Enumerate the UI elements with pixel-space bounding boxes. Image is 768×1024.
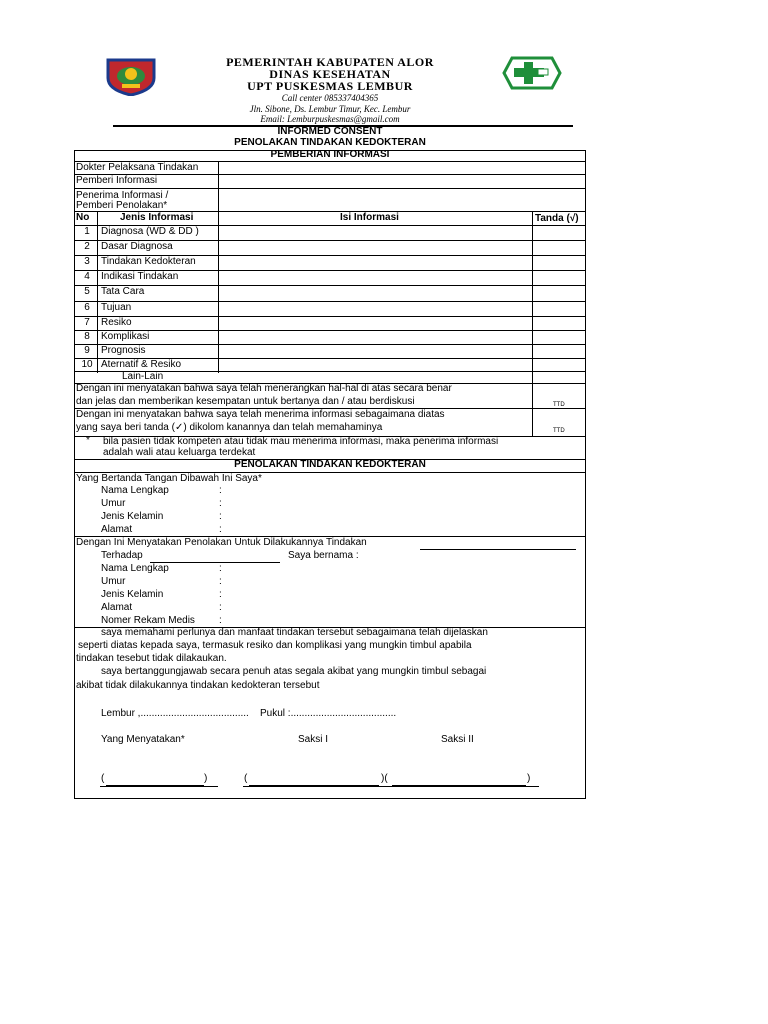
para-4: saya bertanggungjawab secara penuh atas segala akibat yang mungkin timbul sebagai [101,666,487,677]
kabupaten-logo [102,56,160,96]
stmt2-b: yang saya beri tanda (✓) dikolom kanannya dan telah memahaminya [76,422,383,433]
tindakan-blank[interactable] [420,549,576,550]
field-colon[interactable]: : [219,563,222,574]
sig1-close: ) [204,773,208,784]
field-label: Alamat [101,524,133,535]
puskesmas-logo [502,56,562,90]
row-number: 1 [84,226,90,237]
rule [74,188,586,189]
row-rule [74,285,586,286]
label-saya-bernama: Saya bernama : [288,550,359,561]
table-bottom-border [74,798,586,799]
row-number: 2 [84,241,90,252]
label-yang-menyatakan: Yang Menyatakan* [101,734,185,745]
col-jenis: Jenis Informasi [120,212,194,223]
terhadap-blank[interactable] [150,562,280,563]
stmt1-b: dan jelas dan memberikan kesempatan untuk bertanya dan / atau berdiskusi [76,396,415,407]
row-label: Aternatif & Resiko [101,359,182,370]
row-number: 6 [84,302,90,313]
table-right-border [585,150,586,798]
note-star: * [86,435,90,446]
sig2-open: ( [244,773,248,784]
lembur-date[interactable]: Lembur ,....................................... [101,708,249,719]
label-lain-lain: Lain-Lain [122,371,164,382]
section-penolakan: PENOLAKAN TINDAKAN KEDOKTERAN [234,459,426,470]
row-label: Diagnosa (WD & DD ) [101,226,199,237]
para-3: tindakan tesebut tidak dilakaukan. [76,653,227,664]
row-label: Tindakan Kedokteran [101,256,196,267]
col-tanda: Tanda (√) [535,213,579,224]
para-2: seperti diatas kepada saya, termasuk resiko dan komplikasi yang mungkin timbul apabila [78,640,472,651]
field-colon[interactable]: : [219,589,222,600]
title-penolakan: PENOLAKAN TINDAKAN KEDOKTERAN [234,137,426,148]
row-label: Tata Cara [101,286,145,297]
field-colon[interactable]: : [219,524,222,535]
field-colon[interactable]: : [219,576,222,587]
row-label: Komplikasi [101,331,150,342]
field-colon[interactable]: : [219,615,222,626]
row-number: 5 [84,286,90,297]
row-number: 4 [84,271,90,282]
label-terhadap: Terhadap [101,550,143,561]
pukul-time[interactable]: Pukul :...................................... [260,708,397,719]
label-saksi-2: Saksi II [441,734,474,745]
field-colon[interactable]: : [219,485,222,496]
para-1: saya memahami perlunya dan manfaat tindakan tersebut sebagaimana telah dijelaskan [101,627,488,638]
stmt2-a: Dengan ini menyatakan bahwa saya telah menerima informasi sebagaimana diatas [76,409,445,420]
label-pemberi: Pemberi Informasi [76,175,158,186]
row-number: 8 [84,331,90,342]
note-line2: adalah wali atau keluarga terdekat [103,447,256,458]
row-rule [74,344,586,345]
row-number: 3 [84,256,90,267]
label-saksi-1: Saksi I [298,734,329,745]
header-line3: UPT PUSKESMAS LEMBUR [247,79,413,93]
row-label: Dasar Diagnosa [101,241,173,252]
row-number: 7 [84,317,90,328]
row-label: Prognosis [101,345,146,356]
address: Jln. Sibone, Ds. Lembur Timur, Kec. Lembur [249,104,411,114]
call-center: Call center 085337404365 [281,93,379,103]
field-label: Jenis Kelamin [101,511,164,522]
stmt1-a: Dengan ini menyatakan bahwa saya telah menerangkan hal-hal di atas secara benar [76,383,452,394]
field-colon[interactable]: : [219,511,222,522]
field-label: Nomer Rekam Medis [101,615,195,626]
signature-underline-2 [243,786,539,787]
table-left-border [74,150,75,798]
sig3-close: ) [527,773,531,784]
header-line1: PEMERINTAH KABUPATEN ALOR [226,55,434,69]
row-number: 9 [84,345,90,356]
ttd-1: TTD [553,402,565,408]
signature-underline-1 [100,786,218,787]
field-label: Nama Lengkap [101,563,169,574]
col-divider-jenis [218,161,219,373]
field-label: Alamat [101,602,133,613]
header-line2: DINAS KESEHATAN [269,67,391,81]
field-colon[interactable]: : [219,602,222,613]
row-number: 10 [81,359,93,370]
col-no: No [76,212,90,223]
field-label: Jenis Kelamin [101,589,164,600]
label-penerima-2: Pemberi Penolakan* [76,200,168,211]
label-penerima-1: Penerima Informasi / [76,190,169,201]
row-label: Resiko [101,317,132,328]
email: Email: Lemburpuskesmas@gmail.com [260,114,400,124]
row-rule [74,330,586,331]
title-informed-consent: INFORMED CONSENT [277,126,383,137]
field-label: Umur [101,498,126,509]
field-colon[interactable]: : [219,498,222,509]
col-isi: Isi Informasi [340,212,399,223]
field-label: Umur [101,576,126,587]
field-label: Nama Lengkap [101,485,169,496]
row-rule [74,316,586,317]
label-dokter: Dokter Pelaksana Tindakan [76,162,199,173]
sig1-open: ( [101,773,105,784]
row-label: Indikasi Tindakan [101,271,179,282]
label-ybtt: Yang Bertanda Tangan Dibawah Ini Saya* [76,473,262,484]
sig2-mid: )( [381,773,388,784]
col-divider-tanda [532,211,533,437]
row-rule [74,301,586,302]
ttd-2: TTD [553,428,565,434]
row-label: Tujuan [101,302,132,313]
label-dengan: Dengan Ini Menyatakan Penolakan Untuk Dilakukannya Tindakan [76,537,367,548]
note-line1: bila pasien tidak kompeten atau tidak mau menerima informasi, maka penerima informasi [103,436,499,447]
para-5: akibat tidak dilakukannya tindakan kedokteran tersebut [76,680,320,691]
section-pemberian-informasi: PEMBERIAN INFORMASI [270,149,390,160]
